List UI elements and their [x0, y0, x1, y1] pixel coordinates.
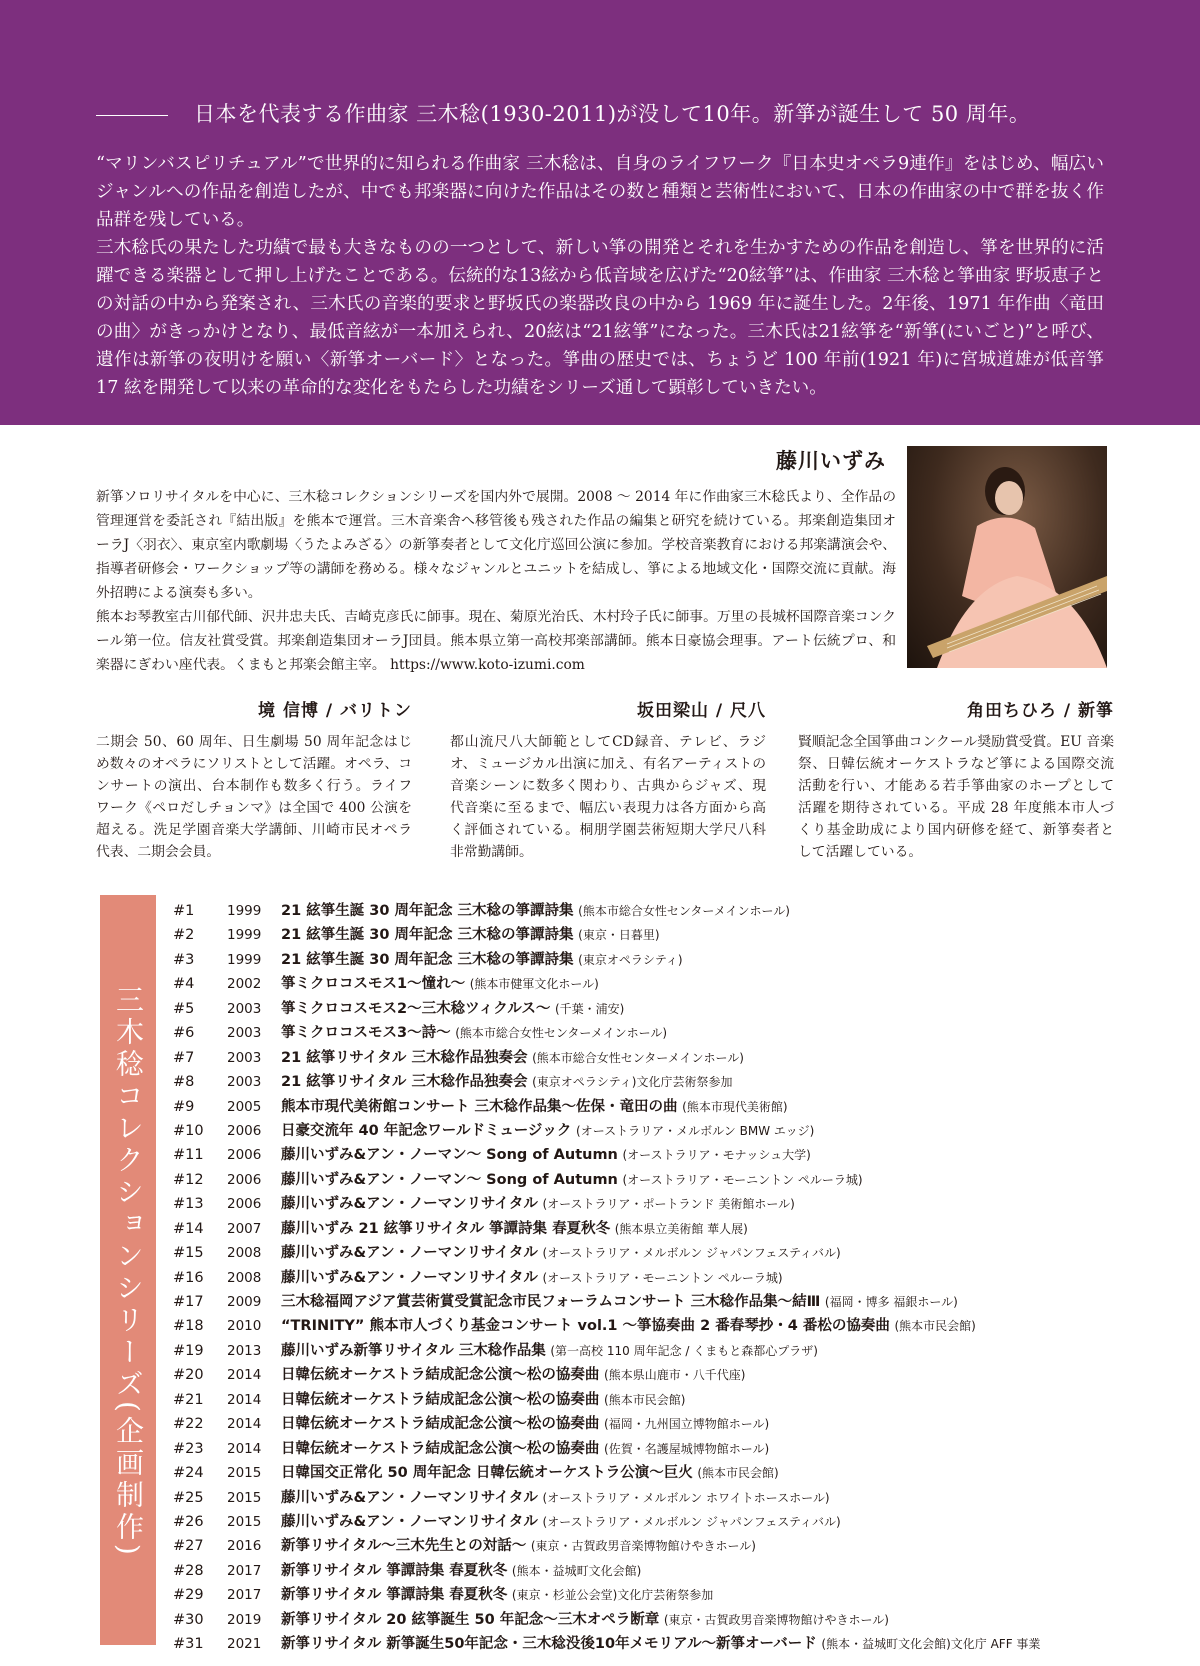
event-title: 21 絃箏リサイタル 三木稔作品独奏会	[281, 1049, 528, 1066]
profile-text	[96, 485, 896, 677]
event-title: 箏ミクロコスモス1〜憧れ〜	[281, 976, 466, 993]
event-row	[173, 1217, 1040, 1241]
event-number: #14	[173, 1220, 204, 1237]
event-number: #25	[173, 1489, 204, 1506]
event-year: 2017	[227, 1587, 262, 1604]
event-year: 2009	[227, 1294, 262, 1310]
event-row	[173, 1119, 1040, 1143]
event-venue: (千葉・浦安)	[554, 1001, 625, 1016]
event-title: 藤川いずみ&アン・ノーマンリサイタル	[281, 1196, 538, 1213]
event-title: 藤川いずみ 21 絃箏リサイタル 箏譚詩集 春夏秋冬	[281, 1220, 611, 1237]
event-number: #27	[173, 1538, 204, 1555]
event-row	[173, 1363, 1040, 1387]
event-title: 新箏リサイタル 20 絃箏誕生 50 年記念〜三木オペラ断章	[281, 1611, 660, 1628]
event-venue: (オーストラリア・モーニントン ペルーラ城)	[622, 1172, 863, 1187]
profile-section	[96, 445, 896, 677]
event-row	[173, 1192, 1040, 1216]
event-number: #13	[173, 1196, 204, 1213]
event-year: 1999	[227, 951, 262, 968]
intro-body	[96, 150, 1104, 402]
event-number: #18	[173, 1318, 204, 1335]
event-year: 2014	[227, 1440, 262, 1457]
artist-name: 角田ちひろ / 新箏	[966, 701, 1114, 721]
event-number: #10	[173, 1122, 204, 1139]
event-year: 2008	[227, 1245, 262, 1262]
profile-paragraph-1: 新箏ソロリサイタルを中心に、三木稔コレクションシリーズを国内外で展開。2008 〜 2014 年に作曲家三木稔氏より、全作品の管理運営を委託され『結出版』を熊本で運営。三木音楽舎へ移管後も残された作品の編集と研究を続けている。邦楽創造集団オーラJ〈羽衣〉、東京室内歌劇場〈うたよみざる〉の新箏奏者として文化庁巡回公演に参加。学校音楽教育における邦楽講演会や、指導者研修会・ワークショップ等の講師を務める。様々なジャンルとユニットを結成し、箏による地域文化・国際交流に貢献。海外招聘による演奏も多い。	[96, 489, 896, 601]
event-row	[173, 1339, 1040, 1363]
event-year: 2017	[227, 1562, 262, 1579]
event-year: 2019	[227, 1611, 262, 1628]
event-row	[173, 1559, 1040, 1583]
event-title: 箏ミクロコスモス3〜詩〜	[281, 1025, 451, 1042]
event-row	[173, 923, 1040, 947]
event-year: 2014	[227, 1416, 262, 1433]
event-venue: (熊本市民会館)	[604, 1392, 686, 1407]
event-row	[173, 1070, 1040, 1094]
event-row	[173, 899, 1040, 923]
intro-paragraph-2: 三木稔氏の果たした功績で最も大きなものの一つとして、新しい箏の開発とそれを生かすための作品を創造し、箏を世界的に活躍できる楽器として押し上げたことである。伝統的な13絃から低音域を広げた“20絃箏”は、作曲家 三木稔と箏曲家 野坂恵子との対話の中から発案され、三木氏の音楽的要求と野坂氏の楽器改良の中から 1969 年に誕生した。2年後、1971 年作曲〈竜田の曲〉がきっかけとなり、最低音絃が一本加えられ、20絃は“21絃箏”になった。三木氏は21絃箏を“新箏(にいごと)”と呼び、遺作は新箏の夜明けを願い〈新箏オーバード〉となった。箏曲の歴史では、ちょうど 100 年前(1921 年)に宮城道雄が低音箏17 絃を開発して以来の革命的な変化をもたらした功績をシリーズ通して顕彰していきたい。	[96, 238, 1104, 398]
event-number: #3	[173, 951, 195, 968]
event-title: 藤川いずみ&アン・ノーマン〜 Song of Autumn	[281, 1147, 618, 1164]
event-number: #12	[173, 1171, 204, 1188]
intro-paragraph-1: “マリンバスピリチュアル”で世界的に知られる作曲家 三木稔は、自身のライフワーク『日本史オペラ9連作』をはじめ、幅広いジャンルへの作品を創造したが、中でも邦楽器に向けた作品はその数と種類と芸術性において、日本の作曲家の中で群を抜く作品群を残している。	[96, 154, 1104, 230]
event-venue: (第一高校 110 周年記念 / くまもと森都心プラザ)	[550, 1343, 818, 1358]
event-year: 2003	[227, 1025, 262, 1042]
event-venue: (オーストラリア・メルボルン ホワイトホースホール)	[542, 1490, 830, 1505]
event-venue: (東京オペラシティ)文化庁芸術祭参加	[532, 1075, 733, 1090]
event-title: 藤川いずみ&アン・ノーマンリサイタル	[281, 1269, 538, 1286]
event-year: 1999	[227, 927, 262, 944]
event-title: 日韓伝統オーケストラ結成記念公演〜松の協奏曲	[281, 1416, 600, 1433]
event-venue: (東京・杉並公会堂)文化庁芸術祭参加	[511, 1588, 714, 1603]
event-venue: (東京オペラシティ)	[578, 952, 683, 967]
profile-paragraph-2: 熊本お琴教室古川郁代師、沢井忠夫氏、吉崎克彦氏に師事。現在、菊原光治氏、木村玲子氏に師事。万里の長城杯国際音楽コンクール第一位。信友社賞受賞。邦楽創造集団オーラJ団員。熊本県立第一高校邦楽部講師。熊本日豪協会理事。アート伝統プロ、和楽器にぎわい座代表。くまもと邦楽会館主宰。 https://www.koto-izumi.com	[96, 609, 896, 673]
event-venue: (熊本市総合女性センターメインホール)	[578, 904, 790, 918]
event-year: 2006	[227, 1147, 262, 1164]
series-label-bar	[100, 895, 156, 1645]
event-year: 2006	[227, 1196, 262, 1213]
event-venue: (オーストラリア・モーニントン ペルーラ城)	[542, 1270, 783, 1285]
event-row	[173, 1046, 1040, 1070]
event-row	[173, 1510, 1040, 1534]
event-venue: (東京・日暮里)	[578, 928, 660, 943]
event-title: 藤川いずみ&アン・ノーマンリサイタル	[281, 1245, 538, 1262]
performer-photo	[907, 446, 1107, 668]
event-row	[173, 1241, 1040, 1265]
event-title: 日韓国交正常化 50 周年記念 日韓伝統オーケストラ公演〜巨火	[281, 1465, 693, 1482]
event-row	[173, 948, 1040, 972]
event-number: #9	[173, 1098, 195, 1115]
event-title: 藤川いずみ新箏リサイタル 三木稔作品集	[281, 1342, 546, 1359]
performer-illustration	[907, 446, 1107, 668]
event-year: 2005	[227, 1098, 262, 1115]
event-venue: (熊本市総合女性センターメインホール)	[532, 1050, 744, 1065]
event-year: 2008	[227, 1269, 262, 1286]
event-number: #24	[173, 1465, 204, 1482]
event-row	[173, 1314, 1040, 1338]
event-number: #6	[173, 1025, 195, 1042]
event-row	[173, 1583, 1040, 1607]
artist-kakuta	[798, 696, 1114, 863]
event-venue: (福岡・九州国立博物館ホール)	[604, 1417, 770, 1432]
event-row	[173, 1388, 1040, 1412]
event-title: 日韓伝統オーケストラ結成記念公演〜松の協奏曲	[281, 1440, 600, 1457]
event-number: #19	[173, 1342, 204, 1359]
intro-heading	[96, 98, 1030, 128]
event-number: #26	[173, 1513, 204, 1530]
event-title: 新箏リサイタル 箏譚詩集 春夏秋冬	[281, 1587, 508, 1604]
event-title: 熊本市現代美術館コンサート 三木稔作品集〜佐保・竜田の曲	[281, 1098, 678, 1115]
event-venue: (熊本県山鹿市・八千代座)	[604, 1368, 746, 1383]
event-row	[173, 1290, 1040, 1314]
event-title: 新箏リサイタル 新箏誕生50年記念・三木稔没後10年メモリアル〜新箏オーバード	[281, 1636, 817, 1653]
event-row	[173, 997, 1040, 1021]
event-year: 2002	[227, 976, 262, 993]
event-row	[173, 1168, 1040, 1192]
event-year: 1999	[227, 903, 262, 919]
event-year: 2003	[227, 1000, 262, 1017]
event-venue: (東京・古賀政男音楽博物館けやきホール)	[530, 1539, 756, 1554]
event-title: 箏ミクロコスモス2〜三木稔ツィクルス〜	[281, 1000, 551, 1017]
event-year: 2007	[227, 1220, 262, 1237]
heading-dash	[96, 115, 168, 116]
event-year: 2014	[227, 1367, 262, 1384]
event-row	[173, 1412, 1040, 1436]
event-year: 2015	[227, 1513, 262, 1530]
artist-sakata	[450, 696, 766, 863]
artist-bio: 都山流尺八大師範としてCD録音、テレビ、ラジオ、ミュージカル出演に加え、有名アーティストの音楽シーンに数多く関わり、古典からジャズ、現代音楽に至るまで、幅広い表現力は各方面から高く評価されている。桐朋学園芸術短期大学尺八科非常勤講師。	[450, 734, 766, 860]
event-title: 藤川いずみ&アン・ノーマン〜 Song of Autumn	[281, 1171, 618, 1188]
event-number: #1	[173, 903, 195, 919]
event-year: 2015	[227, 1489, 262, 1506]
event-venue: (オーストラリア・ポートランド 美術館ホール)	[542, 1197, 795, 1212]
event-number: #31	[173, 1636, 204, 1653]
event-number: #28	[173, 1562, 204, 1579]
profile-name: 藤川いずみ	[776, 448, 886, 473]
event-year: 2010	[227, 1318, 262, 1335]
event-number: #17	[173, 1294, 204, 1310]
event-title: 日韓伝統オーケストラ結成記念公演〜松の協奏曲	[281, 1391, 600, 1408]
event-year: 2015	[227, 1465, 262, 1482]
event-row	[173, 1266, 1040, 1290]
event-title: 21 絃箏生誕 30 周年記念 三木稔の箏譚詩集	[281, 903, 574, 919]
event-number: #22	[173, 1416, 204, 1433]
event-title: 21 絃箏リサイタル 三木稔作品独奏会	[281, 1074, 528, 1091]
event-title: 日韓伝統オーケストラ結成記念公演〜松の協奏曲	[281, 1367, 600, 1384]
series-event-list	[173, 899, 1040, 1657]
event-venue: (オーストラリア・モナッシュ大学)	[622, 1148, 811, 1163]
event-venue: (東京・古賀政男音楽博物館けやきホール)	[663, 1612, 889, 1627]
event-number: #8	[173, 1074, 195, 1091]
event-venue: (オーストラリア・メルボルン ジャパンフェスティバル)	[542, 1246, 841, 1261]
event-title: 新箏リサイタル 箏譚詩集 春夏秋冬	[281, 1562, 508, 1579]
event-venue: (オーストラリア・メルボルン ジャパンフェスティバル)	[542, 1514, 841, 1529]
event-row	[173, 1143, 1040, 1167]
event-number: #11	[173, 1147, 204, 1164]
event-number: #21	[173, 1391, 204, 1408]
event-number: #30	[173, 1611, 204, 1628]
event-row	[173, 1437, 1040, 1461]
event-row	[173, 1608, 1040, 1632]
event-title: 藤川いずみ&アン・ノーマンリサイタル	[281, 1489, 538, 1506]
event-venue: (オーストラリア・メルボルン BMW エッジ)	[576, 1123, 815, 1138]
event-year: 2021	[227, 1636, 262, 1653]
event-venue: (福岡・博多 福銀ホール)	[824, 1295, 958, 1309]
artist-sakai	[96, 696, 412, 863]
event-row	[173, 1534, 1040, 1558]
event-venue: (佐賀・名護屋城博物館ホール)	[604, 1441, 770, 1456]
event-row	[173, 1461, 1040, 1485]
event-row	[173, 972, 1040, 996]
event-number: #15	[173, 1245, 204, 1262]
event-year: 2006	[227, 1171, 262, 1188]
event-venue: (熊本・益城町文化会館)	[511, 1563, 642, 1578]
event-number: #2	[173, 927, 195, 944]
artist-name: 境 信博 / バリトン	[258, 701, 412, 721]
event-row	[173, 1021, 1040, 1045]
artist-name: 坂田梁山 / 尺八	[636, 701, 766, 721]
event-year: 2016	[227, 1538, 262, 1555]
event-venue: (熊本市現代美術館)	[682, 1099, 788, 1114]
event-venue: (熊本市健軍文化ホール)	[469, 977, 599, 992]
event-venue: (熊本市民会館)	[697, 1466, 779, 1481]
event-year: 2006	[227, 1122, 262, 1139]
event-row	[173, 1632, 1040, 1656]
event-venue: (熊本県立美術館 華人展)	[614, 1221, 748, 1236]
event-number: #29	[173, 1587, 204, 1604]
event-venue: (熊本・益城町文化会館)文化庁 AFF 事業	[821, 1637, 1041, 1652]
event-title: 藤川いずみ&アン・ノーマンリサイタル	[281, 1513, 538, 1530]
series-label: 三木稔コレクションシリーズ(企画制作)	[112, 985, 145, 1559]
event-number: #16	[173, 1269, 204, 1286]
intro-heading-text: 日本を代表する作曲家 三木稔(1930-2011)が没して10年。新箏が誕生して 50 周年。	[194, 102, 1031, 126]
event-year: 2003	[227, 1074, 262, 1091]
event-title: 三木稔福岡アジア賞芸術賞受賞記念市民フォーラムコンサート 三木稔作品集〜結Ⅲ	[281, 1294, 821, 1310]
event-title: “TRINITY” 熊本市人づくり基金コンサート vol.1 〜箏協奏曲 2 番春琴抄・4 番松の協奏曲	[281, 1318, 890, 1335]
event-number: #20	[173, 1367, 204, 1384]
event-venue: (熊本市総合女性センターメインホール)	[455, 1026, 668, 1041]
event-year: 2003	[227, 1049, 262, 1066]
event-row	[173, 1486, 1040, 1510]
event-title: 21 絃箏生誕 30 周年記念 三木稔の箏譚詩集	[281, 951, 574, 968]
event-number: #23	[173, 1440, 204, 1457]
event-number: #4	[173, 976, 195, 993]
event-venue: (熊本市民会館)	[894, 1319, 976, 1334]
artist-bio: 賢順記念全国箏曲コンクール奨励賞受賞。EU 音楽祭、日韓伝統オーケストラなど箏による国際交流活動を行い、才能ある若手箏曲家のホープとして活躍を期待されている。平成 28 年度熊本市人づくり基金助成により国内研修を経て、新箏奏者として活躍している。	[798, 734, 1114, 860]
event-year: 2014	[227, 1391, 262, 1408]
event-title: 日豪交流年 40 年記念ワールドミュージック	[281, 1122, 572, 1139]
event-number: #5	[173, 1000, 195, 1017]
event-row	[173, 1095, 1040, 1119]
event-title: 新箏リサイタル〜三木先生との対話〜	[281, 1538, 527, 1555]
intro-band	[0, 0, 1200, 425]
event-number: #7	[173, 1049, 195, 1066]
artist-bio: 二期会 50、60 周年、日生劇場 50 周年記念はじめ数々のオペラにソリストとして活躍。オペラ、コンサートの演出、台本制作も数多く行う。ライフワーク《ペロだしチョンマ》は全国で 400 公演を超える。洗足学園音楽大学講師、川崎市民オペラ代表、二期会会員。	[96, 734, 412, 860]
event-title: 21 絃箏生誕 30 周年記念 三木稔の箏譚詩集	[281, 927, 574, 944]
event-year: 2013	[227, 1342, 262, 1359]
